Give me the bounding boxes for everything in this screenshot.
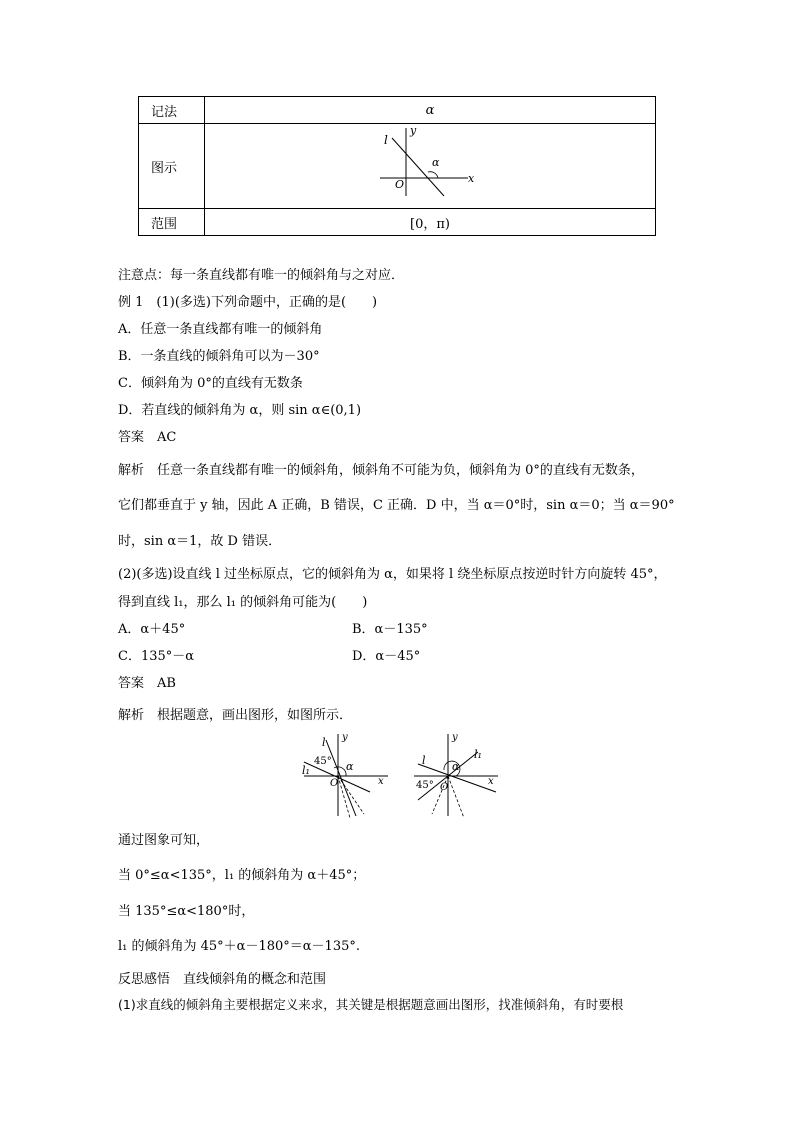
option-b: B．一条直线的倾斜角可以为－30° bbox=[118, 349, 320, 364]
question-2-line: 得到直线 l₁，那么 l₁ 的倾斜角可能为( ) bbox=[118, 595, 368, 610]
figure-label-x: x bbox=[468, 172, 475, 185]
fig-left-label-y: y bbox=[342, 732, 348, 743]
conclusion-line: 通过图象可知， bbox=[118, 833, 210, 848]
fig-right-label-l1: l₁ bbox=[474, 748, 482, 761]
analysis-1-line: 解析 任意一条直线都有唯一的倾斜角，倾斜角不可能为负，倾斜角为 0°的直线有无数条， bbox=[118, 463, 644, 478]
option2-d: D．α－45° bbox=[352, 649, 421, 664]
rotation-figure-right bbox=[408, 730, 504, 822]
inclination-angle-figure bbox=[370, 124, 490, 204]
row-figure bbox=[205, 124, 656, 209]
row-value: α bbox=[205, 97, 656, 124]
conclusion-line: 当 0°≤α<135°，l₁ 的倾斜角为 α＋45°； bbox=[118, 868, 366, 883]
fig-left-label-l: l bbox=[322, 736, 326, 749]
fig-right-label-alpha: α bbox=[452, 760, 460, 773]
rotation-figure-left bbox=[298, 730, 394, 822]
table-row bbox=[139, 209, 656, 236]
option2-c: C．135°－α bbox=[118, 649, 195, 664]
fig-left-label-origin: O bbox=[330, 778, 339, 789]
table-row bbox=[139, 124, 656, 209]
analysis-1-line: 它们都垂直于 y 轴，因此 A 正确，B 错误，C 正确．D 中，当 α＝0°时，sin α＝0；当 α＝90° bbox=[118, 498, 675, 513]
fig-right-label-45: 45° bbox=[416, 780, 434, 791]
figure-label-y: y bbox=[410, 124, 417, 137]
note-text: 注意点：每一条直线都有唯一的倾斜角与之对应． bbox=[118, 268, 405, 283]
definition-table bbox=[138, 96, 656, 236]
fig-right-label-y: y bbox=[452, 732, 458, 743]
fig-left-label-alpha: α bbox=[346, 760, 354, 773]
option2-b: B．α－135° bbox=[352, 622, 428, 637]
conclusion-line: l₁ 的倾斜角为 45°＋α－180°＝α－135°. bbox=[118, 939, 360, 954]
option-c: C．倾斜角为 0°的直线有无数条 bbox=[118, 376, 303, 391]
answer-2: 答案 AB bbox=[118, 676, 176, 691]
question-2-line: (2)(多选)设直线 l 过坐标原点，它的倾斜角为 α，如果将 l 绕坐标原点按逆时针方向旋转 45°， bbox=[118, 567, 667, 582]
figure-label-alpha: α bbox=[432, 156, 440, 169]
row-label: 范围 bbox=[139, 209, 205, 236]
figure-label-origin: O bbox=[395, 178, 405, 191]
figure-label-l: l bbox=[384, 133, 388, 147]
fig-left-label-x: x bbox=[378, 776, 384, 787]
table-row bbox=[139, 97, 656, 124]
fig-right-label-x: x bbox=[488, 776, 494, 787]
option-d: D．若直线的倾斜角为 α，则 sin α∈(0,1) bbox=[118, 403, 362, 418]
conclusion-line: 当 135°≤α<180°时， bbox=[118, 904, 255, 919]
analysis-2: 解析 根据题意，画出图形，如图所示． bbox=[118, 708, 353, 723]
option-a: A．任意一条直线都有唯一的倾斜角 bbox=[118, 322, 323, 337]
reflection-title: 反思感悟 直线倾斜角的概念和范围 bbox=[118, 972, 327, 987]
example-question-1: 例 1 (1)(多选)下列命题中，正确的是( ) bbox=[118, 295, 378, 310]
fig-right-label-l: l bbox=[422, 754, 426, 767]
fig-right-label-origin: O bbox=[440, 782, 449, 793]
row-label: 记法 bbox=[139, 97, 205, 124]
reflection-line-1: (1)求直线的倾斜角主要根据定义来求，其关键是根据题意画出图形，找准倾斜角，有时要根 bbox=[118, 997, 624, 1012]
row-value: [0，π) bbox=[205, 209, 656, 236]
option2-a: A．α＋45° bbox=[118, 622, 186, 637]
row-label: 图示 bbox=[139, 124, 205, 209]
fig-left-label-45: 45° bbox=[314, 756, 332, 767]
answer-1: 答案 AC bbox=[118, 430, 177, 445]
fig-left-label-l1: l₁ bbox=[302, 764, 310, 777]
analysis-1-line: 时，sin α＝1，故 D 错误． bbox=[118, 534, 282, 549]
